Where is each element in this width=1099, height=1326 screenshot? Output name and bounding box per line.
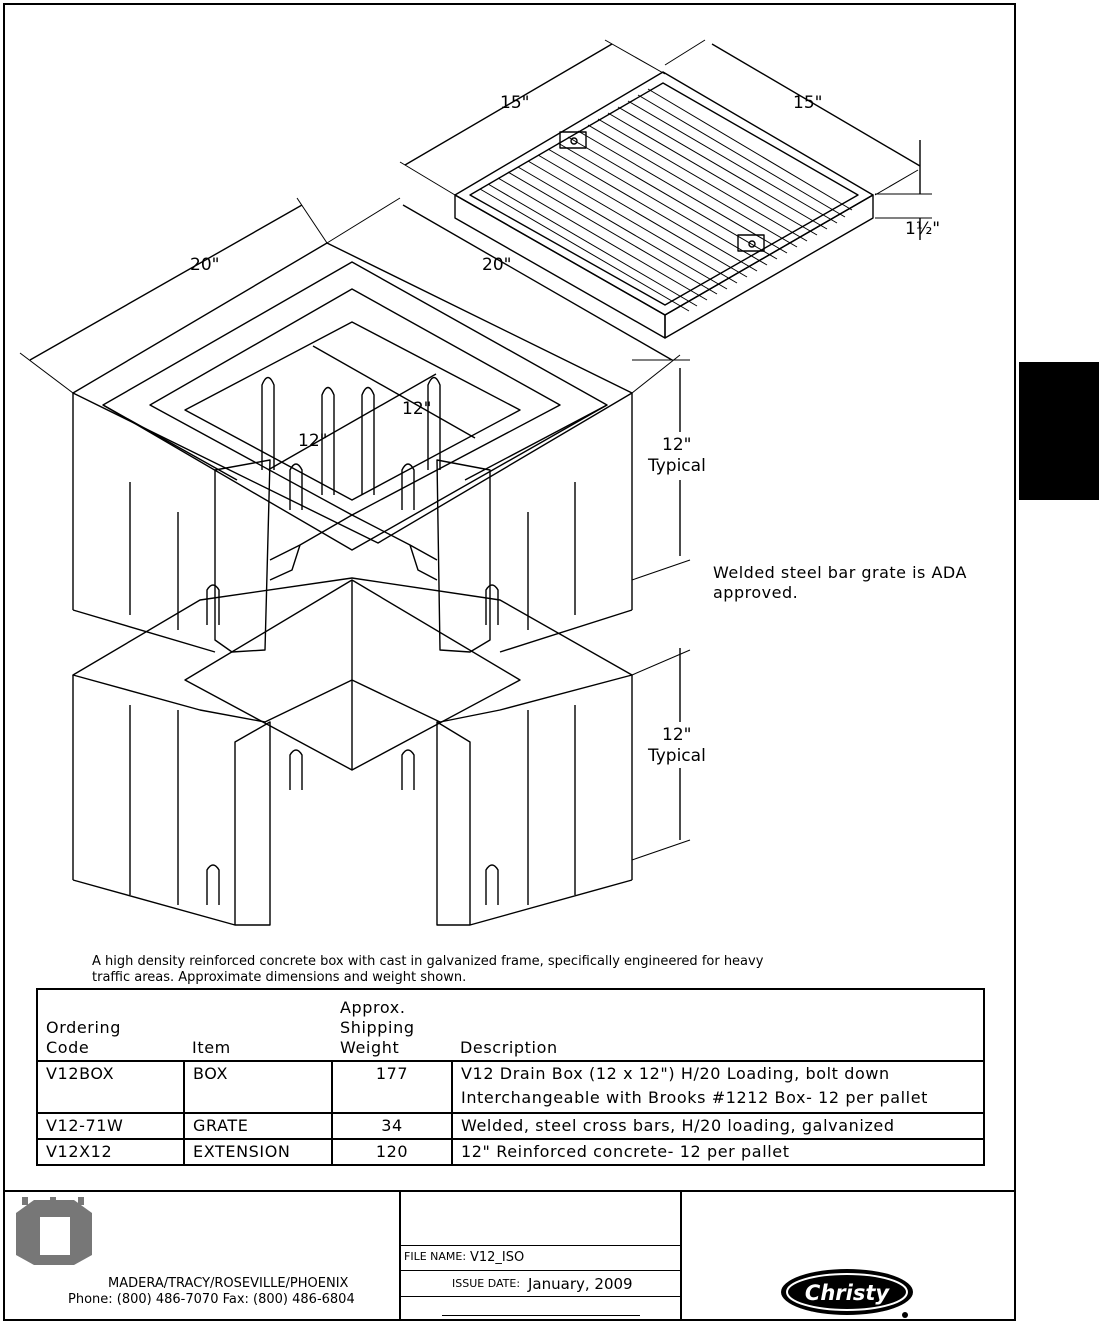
christy-logo — [780, 1268, 920, 1320]
header-item: Item — [192, 1038, 231, 1057]
ada-note-line-1: Welded steel bar grate is ADA — [713, 563, 967, 582]
header-ordering-code: Ordering Code — [46, 1018, 122, 1057]
dim-box-width-b: 20" — [482, 255, 512, 275]
file-name-label: FILE NAME: — [404, 1250, 467, 1263]
cell-weight: 177 — [332, 1061, 452, 1113]
extension-illustration — [73, 578, 632, 925]
issue-date: January, 2009 — [528, 1275, 633, 1293]
cell-item: BOX — [184, 1061, 332, 1113]
dim-grate-width-b: 15" — [793, 93, 823, 113]
dim-ext-height-value: 12" — [662, 725, 692, 745]
cell-weight: 120 — [332, 1139, 452, 1165]
dim-box-height-label: Typical — [648, 456, 706, 476]
ada-note-line-2: approved. — [713, 583, 799, 602]
header-description: Description — [460, 1038, 558, 1057]
dim-inner-width-b: 12" — [298, 431, 328, 451]
table-row — [37, 1113, 984, 1139]
phone-fax: Phone: (800) 486-7070 Fax: (800) 486-6804 — [68, 1292, 355, 1307]
issue-date-label: ISSUE DATE: — [452, 1277, 521, 1290]
cell-description: Welded, steel cross bars, H/20 loading, galvanized — [452, 1113, 984, 1139]
ada-note — [713, 563, 967, 603]
table-row — [37, 1061, 984, 1113]
company-logo — [14, 1195, 94, 1267]
header-weight: Approx. Shipping Weight — [340, 998, 415, 1057]
dim-box-width-a: 20" — [190, 255, 220, 275]
cell-weight: 34 — [332, 1113, 452, 1139]
file-name: V12_ISO — [470, 1250, 525, 1265]
cell-code: V12-71W — [37, 1113, 184, 1139]
table-header-row — [37, 989, 984, 1061]
cell-code: V12X12 — [37, 1139, 184, 1165]
dim-box-height-value: 12" — [662, 435, 692, 455]
dim-inner-width-a: 12" — [402, 399, 432, 419]
brand-name: Christy — [804, 1281, 890, 1305]
cell-code: V12BOX — [37, 1061, 184, 1113]
cell-item: GRATE — [184, 1113, 332, 1139]
cell-item: EXTENSION — [184, 1139, 332, 1165]
dim-ext-height-label: Typical — [648, 746, 706, 766]
cell-description: 12" Reinforced concrete- 12 per pallet — [452, 1139, 984, 1165]
locations: MADERA/TRACY/ROSEVILLE/PHOENIX — [108, 1276, 349, 1291]
cell-description: V12 Drain Box (12 x 12") H/20 Loading, bolt down Interchangeable with Brooks #1212 Box- 12 per pallet — [452, 1061, 984, 1113]
table-row — [37, 1139, 984, 1165]
description-line-1: A high density reinforced concrete box with cast in galvanized frame, specifically engineered for heavy — [92, 954, 764, 969]
product-description — [92, 954, 872, 986]
dim-grate-width-a: 15" — [500, 93, 530, 113]
dim-grate-height: 1½" — [905, 219, 941, 239]
description-line-2: traffic areas. Approximate dimensions and weight shown. — [92, 970, 467, 985]
ordering-table — [36, 988, 985, 1166]
